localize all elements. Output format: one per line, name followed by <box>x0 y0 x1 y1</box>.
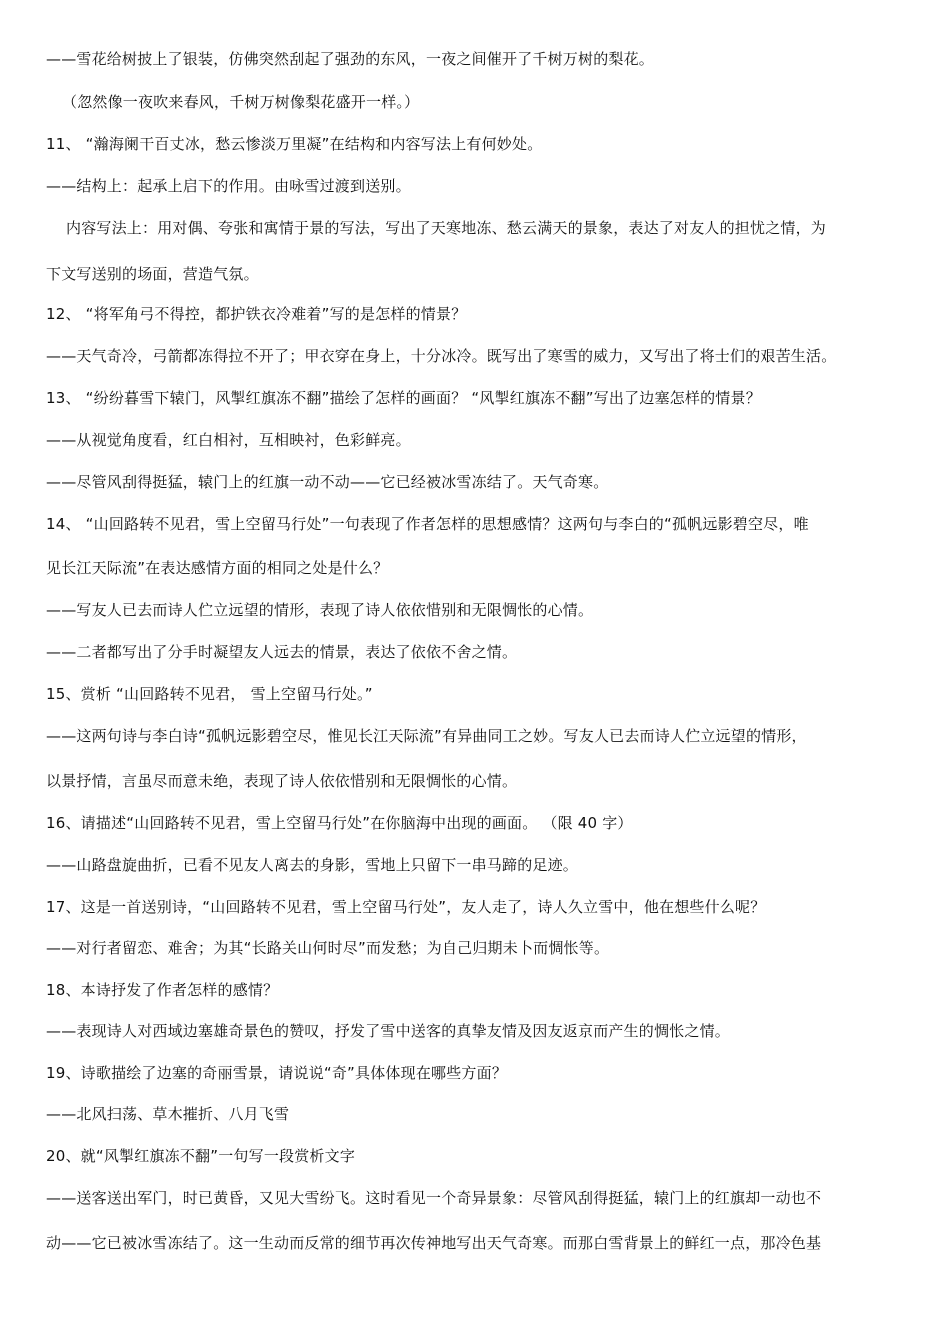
question-14-continued: 见长江天际流”在表达感情方面的相同之处是什么？ <box>46 559 389 577</box>
question-20: 20、就“风掣红旗冻不翻”一句写一段赏析文字 <box>46 1147 356 1165</box>
note-line: （忽然像一夜吹来春风，千树万树像梨花盛开一样。） <box>62 93 420 111</box>
question-19: 19、诗歌描绘了边塞的奇丽雪景，请说说“奇”具体体现在哪些方面？ <box>46 1064 508 1082</box>
answer-line: ——送客送出军门，时已黄昏，又见大雪纷飞。这时看见一个奇异景象：尽管风刮得挺猛，辕门上的红旗却一动也不 <box>46 1189 822 1207</box>
question-12: 12、 “将军角弓不得控，都护铁衣冷难着”写的是怎样的情景？ <box>46 305 467 323</box>
answer-line: 动——它已被冰雪冻结了。这一生动而反常的细节再次传神地写出天气奇寒。而那白雪背景上的鲜红一点，那冷色基 <box>46 1234 822 1252</box>
answer-line: ——这两句诗与李白诗“孤帆远影碧空尽，惟见长江天际流”有异曲同工之妙。写友人已去而诗人伫立远望的情形， <box>46 727 807 745</box>
question-15: 15、赏析 “山回路转不见君， 雪上空留马行处。” <box>46 685 373 703</box>
answer-line: 以景抒情，言虽尽而意未绝，表现了诗人依依惜别和无限惆怅的心情。 <box>46 772 518 790</box>
question-11: 11、 “瀚海阑干百丈冰，愁云惨淡万里凝”在结构和内容写法上有何妙处。 <box>46 135 543 153</box>
answer-line: ——写友人已去而诗人伫立远望的情形，表现了诗人依依惜别和无限惆怅的心情。 <box>46 601 594 619</box>
question-18: 18、本诗抒发了作者怎样的感情？ <box>46 981 279 999</box>
answer-line: ——二者都写出了分手时凝望友人远去的情景，表达了依依不舍之情。 <box>46 643 518 661</box>
answer-line: ——结构上：起承上启下的作用。由咏雪过渡到送别。 <box>46 177 411 195</box>
answer-line: 内容写法上：用对偶、夸张和寓情于景的写法，写出了天寒地冻、愁云满天的景象，表达了对友人的担忧之情，为 <box>66 219 827 237</box>
answer-line: ——北风扫荡、草木摧折、八月飞雪 <box>46 1105 290 1123</box>
answer-line: ——天气奇冷，弓箭都冻得拉不开了；甲衣穿在身上，十分冰冷。既写出了寒雪的威力，又写出了将士们的艰苦生活。 <box>46 347 837 365</box>
question-16: 16、请描述“山回路转不见君，雪上空留马行处”在你脑海中出现的画面。 （限 40 字） <box>46 814 633 832</box>
answer-line: ——山路盘旋曲折，已看不见友人离去的身影，雪地上只留下一串马蹄的足迹。 <box>46 856 579 874</box>
answer-line: ——表现诗人对西域边塞雄奇景色的赞叹，抒发了雪中送客的真挚友情及因友返京而产生的惆怅之情。 <box>46 1022 731 1040</box>
answer-line: ——尽管风刮得挺猛，辕门上的红旗一动不动——它已经被冰雪冻结了。天气奇寒。 <box>46 473 609 491</box>
question-14: 14、 “山回路转不见君，雪上空留马行处”一句表现了作者怎样的思想感情？这两句与李白的“孤帆远影碧空尽，唯 <box>46 515 809 533</box>
answer-line: 下文写送别的场面，营造气氛。 <box>46 265 259 283</box>
answer-line: ——雪花给树披上了银装，仿佛突然刮起了强劲的东风，一夜之间催开了千树万树的梨花。 <box>46 50 655 68</box>
question-17: 17、这是一首送别诗，“山回路转不见君，雪上空留马行处”，友人走了，诗人久立雪中，他在想些什么呢？ <box>46 898 766 916</box>
answer-line: ——从视觉角度看，红白相衬，互相映衬，色彩鲜亮。 <box>46 431 411 449</box>
question-13: 13、 “纷纷暮雪下辕门，风掣红旗冻不翻”描绘了怎样的画面？ “风掣红旗冻不翻”写出了边塞怎样的情景？ <box>46 389 761 407</box>
answer-line: ——对行者留恋、难舍；为其“长路关山何时尽”而发愁；为自己归期未卜而惆怅等。 <box>46 939 610 957</box>
